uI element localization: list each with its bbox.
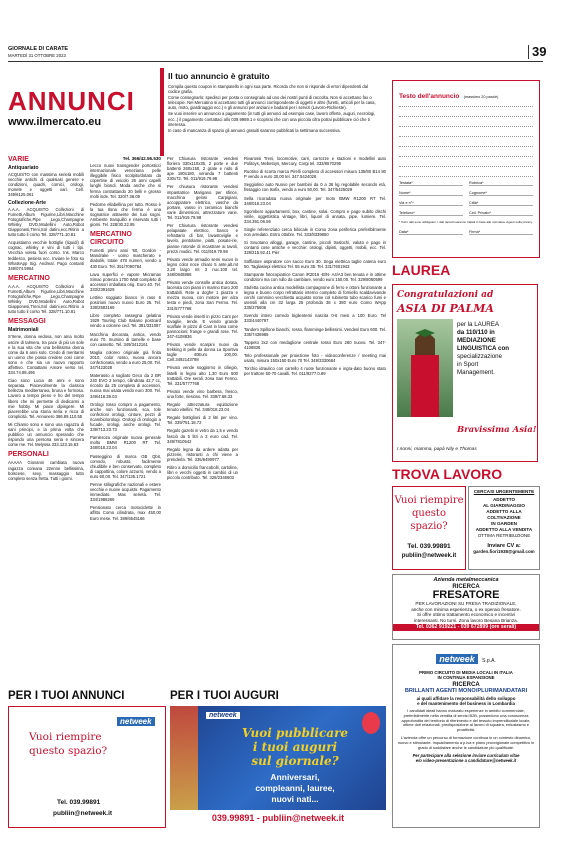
coupon-subtitle: (massimo 20 parole) bbox=[463, 95, 499, 99]
ad-line: spazio? bbox=[410, 521, 448, 532]
ad-line: questo spazio? bbox=[29, 745, 108, 757]
laurea-ad bbox=[392, 284, 538, 462]
listing: Regalo attrezzatura equitazione tenuto vitellini. Tel. 348/018.23.04 bbox=[167, 402, 238, 413]
job-header: CERCASI URGENTEMENTE bbox=[473, 489, 535, 494]
laurea-line: per la LAUREA bbox=[457, 321, 499, 328]
field-label: Nome* bbox=[399, 191, 411, 195]
column-varie bbox=[8, 156, 84, 766]
listing: Passeggino di marca GB Qbit, comodo, robusto, facilmente chiudibile e ben conservato, completo di cappottina, colore azzurro, vendo a euro 60,00. Tel. 347/135.1721 bbox=[90, 453, 161, 479]
job-line: OTTIMA RETRIBUZIONE bbox=[477, 533, 531, 538]
section-circuito: CIRCUITO bbox=[90, 239, 124, 247]
coupon-fields bbox=[399, 181, 533, 235]
laurea-line: da 110/110 in bbox=[457, 329, 495, 336]
page-number: 39 bbox=[532, 44, 547, 59]
listing: Orologi rosso compro a pagamento, anche non funzionanti, sca, tole confezioni orologi, cinture, pezzi di ricambio/orologi. Orologi di orologio a fucade, orologi, anche orologi. Tel. 339/713.23.73 bbox=[90, 401, 161, 433]
fresatore-tel: Tel. 0362 919221 - 039 672899 (ore serali) bbox=[393, 624, 539, 631]
fresatore-line: anche con minima esperienza, o ex operaio fresatore. bbox=[411, 606, 521, 612]
instructions-title: Il tuo annuncio è gratuito bbox=[168, 71, 270, 81]
listing: Soffiatore aspiratore con sacco Euro 30. Sega elettrica taglio catena euro 50. Tagliasiepi elettrico Tel. 55 euro 35. Tel. 331/7601943 bbox=[244, 258, 386, 269]
listing: Privato vende soggiorno in ciliegio, listelli in legno alto 1,30 Euro 500 trattabili. Ore serali. zona San Fermo. Tel. 331/5777768 bbox=[167, 365, 238, 386]
listing: Pensionato cerca motociclette in affitto Como cilindrata, max 450,00 Euro mese. Tel. 389/6545166 bbox=[90, 505, 161, 521]
listing: Seggiolino auto Nuovo per bambini da 0 a 36 kg regolabile secondo età, fissaggio con Isofix, vendo a euro 50,00. Tel. 347/5425029 bbox=[244, 182, 386, 193]
section-varie: VARIE bbox=[8, 156, 29, 163]
listing: Libro completo rassegna gelatina 1929 Touring Club Italiano postcard vendo a colonne ced. Tel. 381/331087 bbox=[90, 313, 161, 329]
issue-date: MARTEDÌ 31 OTTOBRE 2023 bbox=[8, 53, 66, 58]
listing: Privato vende inserti in pizzo Cant per tovaglie, tende. E vendo grande scaffale in pizzo di Cant in lana come pannocioni; frange e grandi rose. Tel. 347-4108836 bbox=[167, 313, 238, 339]
netweek-header bbox=[393, 649, 539, 667]
laurea-line: LINGUISTICA con bbox=[457, 345, 510, 352]
listing: Privato vende vino barbera, fresco, una forte, riesioso. Tel. 339/7.68.33 bbox=[167, 388, 238, 399]
per-tuoi-auguri-ad bbox=[170, 706, 386, 826]
instructions-p3: Se vuoi inserire un annuncio a pagamento (in tutti gli annunci ad esempio case, lavoro offerte, auguri, necrologi, ecc..) il pagamento contattaci allo 039.9989.1 e scoprirai che con una piccola cifra potrai pubblicare ciò che ti interessa. bbox=[168, 111, 376, 127]
per-tuoi-annunci-header: PER I TUOI ANNUNCI bbox=[8, 690, 125, 702]
fresatore-role: FRESATORE bbox=[432, 589, 500, 601]
listing: Lava superfici e vapore Micramax Simac potenza 1700 Watt completo di accessori imballata orig. Euro 40. Tel. 333/2391629 bbox=[90, 271, 161, 292]
netweek-logo: netweek bbox=[436, 654, 478, 664]
graduate-figure-icon bbox=[397, 319, 453, 417]
fresatore-line: interessanti. No turni. Zona lavoro Besana Brianza. bbox=[414, 617, 518, 623]
ad-tel: Tel. 039.99891 bbox=[57, 799, 101, 806]
column-4 bbox=[244, 156, 386, 686]
laurea-line: Management. bbox=[457, 369, 495, 376]
ad-line: questo bbox=[412, 508, 446, 519]
graduate-photo bbox=[397, 319, 453, 417]
field-nome[interactable] bbox=[399, 191, 463, 196]
listing: Telo professionale per proiezione foto - videoconferenze / meeting mai usato, misura 150x150 Euro 70 Tel. 349/3330664 bbox=[244, 352, 386, 363]
auguri-line: sul giornale? bbox=[251, 754, 339, 768]
netweek-intro: IN CONTINUA ESPANSIONE bbox=[437, 675, 495, 680]
job-line: AL GIARDINAGGIO bbox=[482, 503, 526, 508]
trova-lavoro-ad bbox=[392, 486, 466, 570]
field-cognome[interactable] bbox=[469, 191, 533, 196]
column-3 bbox=[167, 156, 238, 686]
instructions-accent bbox=[160, 68, 164, 156]
listing: Regalo legna da ardere adatta per pizzerie, ristoranti a chi viene a prenderla. Tel. 335/6490977 bbox=[167, 446, 238, 462]
listing: ACQUISTO con massima serietà mobili vecchie antichi di qualsiasi genere e condizioni, quadri, cornici, orologi, monete e oggetti vari. Cell. 349/6125.061 bbox=[8, 172, 84, 198]
laurea-line: specializzazione bbox=[457, 353, 503, 360]
laurea-name: ASIA DI PALMA bbox=[397, 302, 494, 315]
listing: Privato vende consolle antica dorata, lacerata con piano in marmo Euro 200 trattabili. Rete a doghe 1 piazza e mezza nuova, con motore per alza testa e piedi, zona San Fermo. Tel. 331/5777768 bbox=[167, 280, 238, 311]
field-label: Telefono* bbox=[399, 211, 415, 215]
ad-accent bbox=[170, 706, 198, 826]
auguri-line: nuovi nati... bbox=[271, 794, 319, 804]
field-label: Città* bbox=[469, 201, 479, 205]
field-rubrica[interactable] bbox=[469, 181, 533, 186]
job-cta: Inviare CV a: bbox=[487, 543, 521, 549]
listing: Regalo bottiglioni di 2 litri per vino. Tel. 339/751.18.72 bbox=[167, 415, 238, 426]
netweek-intro: PRIMO CIRCUITO DI MEDIA LOCALI IN ITALIA bbox=[419, 670, 513, 675]
job-line: ADDETTO ALLA VENDITA bbox=[475, 527, 533, 532]
laurea-header: LAUREA bbox=[392, 262, 451, 278]
fresatore-ricerca: RICERCA bbox=[452, 584, 480, 590]
sub-collezione: Collezione-Arte bbox=[8, 199, 47, 206]
fresatore-company: Azienda metalmeccanica bbox=[433, 577, 499, 583]
laurea-line: MEDIAZIONE bbox=[457, 337, 496, 344]
field-label: Cell. Privato* bbox=[469, 211, 491, 215]
field-cell[interactable] bbox=[469, 211, 533, 216]
netweek-lead: e del mantenimento del business in Lombardia bbox=[417, 701, 515, 706]
section-mercatino: MERCATINO bbox=[8, 274, 50, 282]
listing: Materasso a sogliato Geco da 2 BR 240 EVO 2 tempo, cilindrata 42,7 cc, ricordo da 25 completa di accessori, nuova mai usata vendo euro 300. Tel. 349/418.39.03 bbox=[90, 373, 161, 399]
laurea-signature: I nonni, mamma, papà Nily e Thomas bbox=[397, 447, 477, 452]
paper-name: GIORNALE DI CARATE bbox=[8, 46, 69, 52]
listing: Si Svuotano alloggi, garage, cantine, piccoli traslochi, valuto e pago in contanti cose antiche e vecchie: orologi, dipinti, oggetti, mobili, ecc. Tel. 328/215.92.41 Pier bbox=[244, 240, 386, 256]
coupon-note: * Tutti i dati sono obbligatori. I dati raccolti saranno trattati in base alle normative vigenti sulla privacy. bbox=[399, 220, 533, 224]
netweek-ricerca: RICERCA bbox=[452, 682, 480, 688]
field-label: Firma* bbox=[469, 229, 481, 234]
ad-email: publiin@netweek.it bbox=[401, 553, 457, 559]
listing: A.A.A. ACQUISTO Collezioni di Fumetti,Album Figurine,Libri,Macchine Fotografiche,Pipe ,Lego,Champagne Whisky DVD,Modellini Auto,Robot Giapponesi,Treni,Sol datini,ecc.Ritirio a tutto tutto il corso Tel. 328/771.10.81 bbox=[8, 283, 84, 315]
netweek-cta-email[interactable]: e/o video-presentazione a candidature@netweek.it bbox=[415, 758, 517, 764]
job-line: ADDETTO bbox=[492, 497, 516, 502]
listing: Fumetti primi anni '60, Gordon - Mandrake - uomo mascherato e diabolik, totale 478 numeri, vendo a 430 Euro. Tel. 351/7090764 bbox=[90, 248, 161, 269]
job-line: IN GARDEN bbox=[491, 521, 517, 526]
listing: Per Chiusura ristorante vendesi pelapatate elettrico, banco e refrattario di bar, lavastoviglie e lavelo, pentolame, piatti, posate-rie, pianoe rotonde di incastrare ai tavoli, prezzi modici. Tel. 011/919.79.98 bbox=[167, 223, 238, 254]
listing: Maglia coloreo originale già finita 2010, color rosso, nuova ancora confezionata, vendo a euro 25,00. Tel. 347/423028 bbox=[90, 349, 161, 371]
listing: Rivarossi Treni, locomotive, carri, carrozze e stazioni e modellini auto Politoys, Mebetoys, Mercury, Corgi tel. 333/8570295 bbox=[244, 156, 386, 167]
listing: Privato vende armadio semi nuovo in legno color noce chiaro 5 ante,alt.mt 2,20 largo mt 3 nuc.100 tel. 348/0848866 bbox=[167, 256, 238, 277]
field-label: Data* bbox=[399, 229, 409, 234]
job-line: ADDETTO ALLA COLTIVAZIONE bbox=[486, 509, 522, 520]
netweek-cta: Per partecipare alla selezione inviare curriculum vitae bbox=[412, 753, 520, 759]
field-testata[interactable] bbox=[399, 181, 463, 186]
coupon-text-lines[interactable] bbox=[399, 97, 533, 177]
field-firma[interactable] bbox=[469, 230, 533, 235]
brand-url: www.ilmercato.eu bbox=[8, 116, 102, 128]
field-data[interactable] bbox=[399, 230, 463, 235]
listing: Privato vende scarpini nuovi da trekking in pelle da donna La Sportiva taglie 40Euro 100,00. Cell.3492143798 bbox=[167, 342, 238, 363]
instructions-p2: Come consegnarlo: spedisci per posta o consegnalo ad uno dei nostri punti di raccolta. Non si accettano fax o telecopie. Nel Mercatino si accettano tutti gli annunci corrispondente di oggetti e altro (furetti, articoli per la casa, auto, moto, giardinaggio ecc.) e gli annunci per anziani e badanti per i servizi (Lavoro-Richieste). bbox=[168, 95, 376, 111]
listing: Tandem Spillone bianchi, rosso, flamminge bellissimi. Vendesi Euro 600. Tel. 335/7436985 bbox=[244, 326, 386, 337]
ad-tel: Tel. 039.99891 bbox=[407, 543, 451, 550]
fresatore-line: Si offre ottimo trattamento economico e incentivi bbox=[417, 612, 515, 618]
instructions-box bbox=[160, 68, 382, 156]
netweek-job-ad bbox=[392, 644, 540, 828]
listing: Svendo intero corredo biglientemi nascita 0-6 mesi a 100 Euro. Tel 333/4440797 bbox=[244, 313, 386, 324]
instructions-p4: In caso di mancanza di spazio gli annunci gratuiti saranno pubblicati la settimana successiva. bbox=[168, 127, 341, 133]
field-telefono[interactable] bbox=[399, 211, 463, 216]
listing: Single referenziato cerca bilocale in Como zona periferica preferibilmente non arredato. Entro ottobre. Tel. 333/8339850 bbox=[244, 227, 386, 238]
fresatore-line: PER LAVORAZIONI SU FRESA TRADIZIONALE, bbox=[415, 601, 517, 606]
laurea-title: Congratulazioni ad bbox=[397, 290, 494, 300]
section-messaggi: MESSAGGI bbox=[8, 318, 46, 326]
netweek-suffix: S.p.A. bbox=[482, 658, 496, 664]
listing: Acquistiamo vecchie bottiglie (liquidi) di cognac, whisky e vini di tutti i tipi. Vecchia veleta fuori corso. Ins. Marco teddesco, pesiera ecc. Inviare le foto su WhatsApp Sig. Andreal. Pago contanti 349/074.5964 bbox=[8, 240, 84, 271]
field-label: Rubrica* bbox=[469, 181, 484, 185]
section-mercatino-2: MERCATINO bbox=[90, 231, 132, 239]
garden-job-ad bbox=[468, 486, 540, 570]
auguri-line: i tuoi auguri bbox=[252, 740, 338, 754]
per-tuoi-auguri-header: PER I TUOI AUGURI bbox=[170, 690, 279, 702]
brand-title: ANNUNCI bbox=[8, 86, 135, 116]
netweek-title: BRILLANTI AGENTI MONO/PLURIMANDATARI bbox=[404, 688, 528, 694]
listing: Sgombero appartamenti, box, cantine, solai. Compro e pago subito dischi vinile, oggettistica vintage, libri, liquori di annata, pipe, lumiere. Tel. 334.391.06.56 bbox=[244, 208, 386, 224]
listing: Per Chiusura ristorante vendesi floriera 330x110x35, 2 porte e due battenti 260x150, 2 grate e nido di ape 180x180, veranda 7 battenti 230x72. Tel. 011/919.79.98 bbox=[167, 156, 238, 182]
coupon-form bbox=[392, 80, 540, 258]
field-label: Cognome* bbox=[469, 191, 487, 195]
header-separator bbox=[528, 45, 529, 59]
listing: A.A.A. ACQUISTO Collezioni di Fumetti,Album Figurine,Libri,Macchine Fotografiche,Pipe ,Lego,Champagne Whisky DVD,Modellini Auto,Robot Giapponesi,Treni,Sol datini,ecc.Ritirio a tutto tutto il corso Tel. 328/771.10.81 bbox=[8, 206, 84, 238]
field-label: Via e n°* bbox=[399, 201, 414, 205]
laurea-body bbox=[457, 321, 535, 377]
listing: Penne stilografiche nazionali e estere vecchie e nuove acquisto. Pagamento immediato. Max serietà. Tel. 334/1988266 bbox=[90, 481, 161, 503]
netweek-logo: netweek bbox=[206, 712, 240, 719]
listing: Lecco nuovi transgender portosticci internazionale veneziana pelle illeggibile fisico scolpito/dotato da copertine di veicolo 26 anni capelli lunghi biondi. Moda anche che si ferma contrattando 20 belli e grosso molti inde. Tel. 320/7.36.09 bbox=[90, 163, 161, 199]
netweek-logo: netweek bbox=[117, 717, 155, 726]
netweek-lead: ai quali affidare la responsabilità dello sviluppo bbox=[416, 696, 516, 701]
listing: Stampante fotocopiatrice Canon iR2016 -B/N- A4/A3 ben tenuta e in ottime condizioni ma con rullo da cambiare, vendo euro 150,00. Tel. 329/8060599 bbox=[244, 271, 386, 282]
auguri-line: Anniversari, bbox=[270, 772, 320, 782]
field-via[interactable] bbox=[399, 201, 463, 206]
column-2 bbox=[90, 156, 161, 686]
sub-matrimoniali: Matrimoniali bbox=[8, 327, 39, 334]
listing: Macchina decorata, antica, vendo euro 70. mumino di tamelle e base con cassetto. Tel. 349/3412161 bbox=[90, 331, 161, 347]
listing: S'Irene, donna vedova, non ama molto uscire di talmera, tra pace di più un sole e la sua vita che una bellissima donna come da 6 anni solo. Credo di meritarmi un uomo che possa credere così come sono e che sia un nuovo rapporto affettivo. Contattami Amore verso tel. 334.74.88.496 bbox=[8, 334, 84, 376]
ad-line: Vuoi riempire bbox=[29, 731, 102, 743]
laurea-bravissima: Bravissima Asia! bbox=[457, 425, 537, 435]
netweek-body: I candidati ideali hanno maturato esperienze in ambito commerciale, preferibilmente nella vendita di servizi B2B, possiedono una conoscenza approfondita del territorio di riferimento e del tessuto imprenditoriale locale, ottime doti relazionali, predisposizione al lavoro di squadra, entusiasmo e proattività. bbox=[401, 708, 531, 733]
per-tuoi-annunci-ad bbox=[8, 706, 166, 828]
job-email[interactable]: garden.fiori1938@gmail.com bbox=[473, 549, 535, 554]
instructions-p1: Compila questo coupon in stampatello in ogni sua parte. Ricorda che non si risponde di errori dipendenti dal codice grafia. bbox=[168, 84, 368, 95]
field-label: Testata* bbox=[399, 181, 413, 185]
laurea-line: in Sport bbox=[457, 361, 479, 368]
listing: Sella ricoradata nuova originale per moto BMW R1200 RT Tel. 348/018.23.04 bbox=[244, 195, 386, 206]
ad-email[interactable]: publiin@netweek.it bbox=[53, 810, 113, 817]
coupon-title: Testo dell'annuncio bbox=[399, 93, 460, 100]
listing: Torchio idraulico con carrello 4 ruote funzionante e ingra-dato buono stato per trattore 50-70 cavalli. Tel. 011/9277.0.89 bbox=[244, 366, 386, 377]
netweek-offer: L'azienda offre un percorso di formazione continua in un contesto dinamico, nuovo e stimolante. Inquadramento a p.iva e piano provvigionale competitivo in grado di soddisfare anche le candidature più qualificate. bbox=[397, 734, 535, 750]
listing: Stufetta cucina antica modellista compagnone di ferro e ottoni funzionante a legna e buono corpo refrattario interno completo di forniello scaldavivande cerchi commino vecchietta acquisto nome col rubinetto tubo scarico fumi e utensili alla cm 32 larga 25 profonda 38 x 380 euro Como WApp 335/375806 bbox=[244, 284, 386, 311]
listing: Mi Chiamo sono e sono una ragazza di sani principi, e la prima volta che pubblico un annuncio sperando che rispondo una persona seria e sincera come me. Tel. Melyssa 333.123.15.63 bbox=[8, 421, 84, 448]
listing: Per chiusura ristorante vendesi impastatrice Marigano per sfirice, macchina gelosi Carpigiani, accoppiatore elettrico, vasche da portare, vasso in ceramica bianchi varie dimensioni, attrezzature varie. Tel. 011/919.79.98 bbox=[167, 184, 238, 221]
listing: Pamleroza originale nuova generale molto BMW R1200 RT Tel. 348/018.23.04 bbox=[90, 435, 161, 451]
listing: Lettino soggiato bianco in raso 6 posizioni nuovo nuovo Euro 25. Tel. 338/2583169 bbox=[90, 294, 161, 311]
listing: Ritiro a domicilio francobolli, cartoline, libri e vecchi oggetti in cambio di un piccolo contributo. Tel. 328/2346603 bbox=[167, 464, 238, 481]
col2-tel: Tel. 366/42.56.530 bbox=[122, 156, 161, 161]
listing: Ciao sono Lucia 46 anni e sono separata. Piacevolmente la classica bellezza mediterranea, bruna e formosa. Lavoro a tempo pieno e ho del tempo libero che mi permette di dedicarmi a mie hobby. Mi piace dipingere. Mi piacerebbe una storia seria e ricca di complicità. Tel. Annunero 366.89.110.55 bbox=[8, 378, 84, 419]
auguri-footer: 039.99891 - publiin@netweek.it bbox=[170, 810, 386, 826]
section-personali: PERSONALI bbox=[8, 451, 49, 459]
instructions-text bbox=[168, 84, 380, 133]
listing: Regalo gazebi in vetro da 1,5 e vendo fasciò da 5 litri a 2 euro cad. Tel. 349/7810542 bbox=[167, 428, 238, 444]
auguri-line: compleanni, lauree, bbox=[255, 783, 335, 793]
auguri-line: Vuoi pubblicare bbox=[241, 726, 349, 740]
page-header bbox=[8, 43, 547, 62]
ad-line: Vuoi riempire bbox=[394, 495, 464, 506]
fresatore-ad bbox=[392, 574, 540, 640]
sub-antiquariato: Antiquariato bbox=[8, 165, 39, 171]
laurea-section bbox=[392, 262, 538, 462]
listing: AAAAA Giovanni cambiata nuova ragazza coreana 22enne bellissima, bolscese, sexy, massaggio tutto completo senza fretta. Tutti i giorni. bbox=[8, 460, 84, 481]
annunci-brand bbox=[8, 86, 154, 128]
listing: Tappeto 3x2 con medaglione centrale rosso Euro 280 nuovo. Tel. 347-4108836 bbox=[244, 339, 386, 350]
trova-lavoro-header: TROVA LAVORO bbox=[392, 466, 503, 482]
field-citta[interactable] bbox=[469, 201, 533, 206]
listing: Pedorne ellabellina per tutto. Rosso è la tua Ilona che ferma è una sognatrice attraente dei tuoi sogni. Ambiente tranquillo e riservato tutti i giorni. Tel. 328/30.22.95 bbox=[90, 201, 161, 228]
listing: Ruotino di scorta marca Pirelli completo di accessori misura 135/80 B14 80 P vendo a euro 30,00 tel. 347.5424026 bbox=[244, 169, 386, 180]
